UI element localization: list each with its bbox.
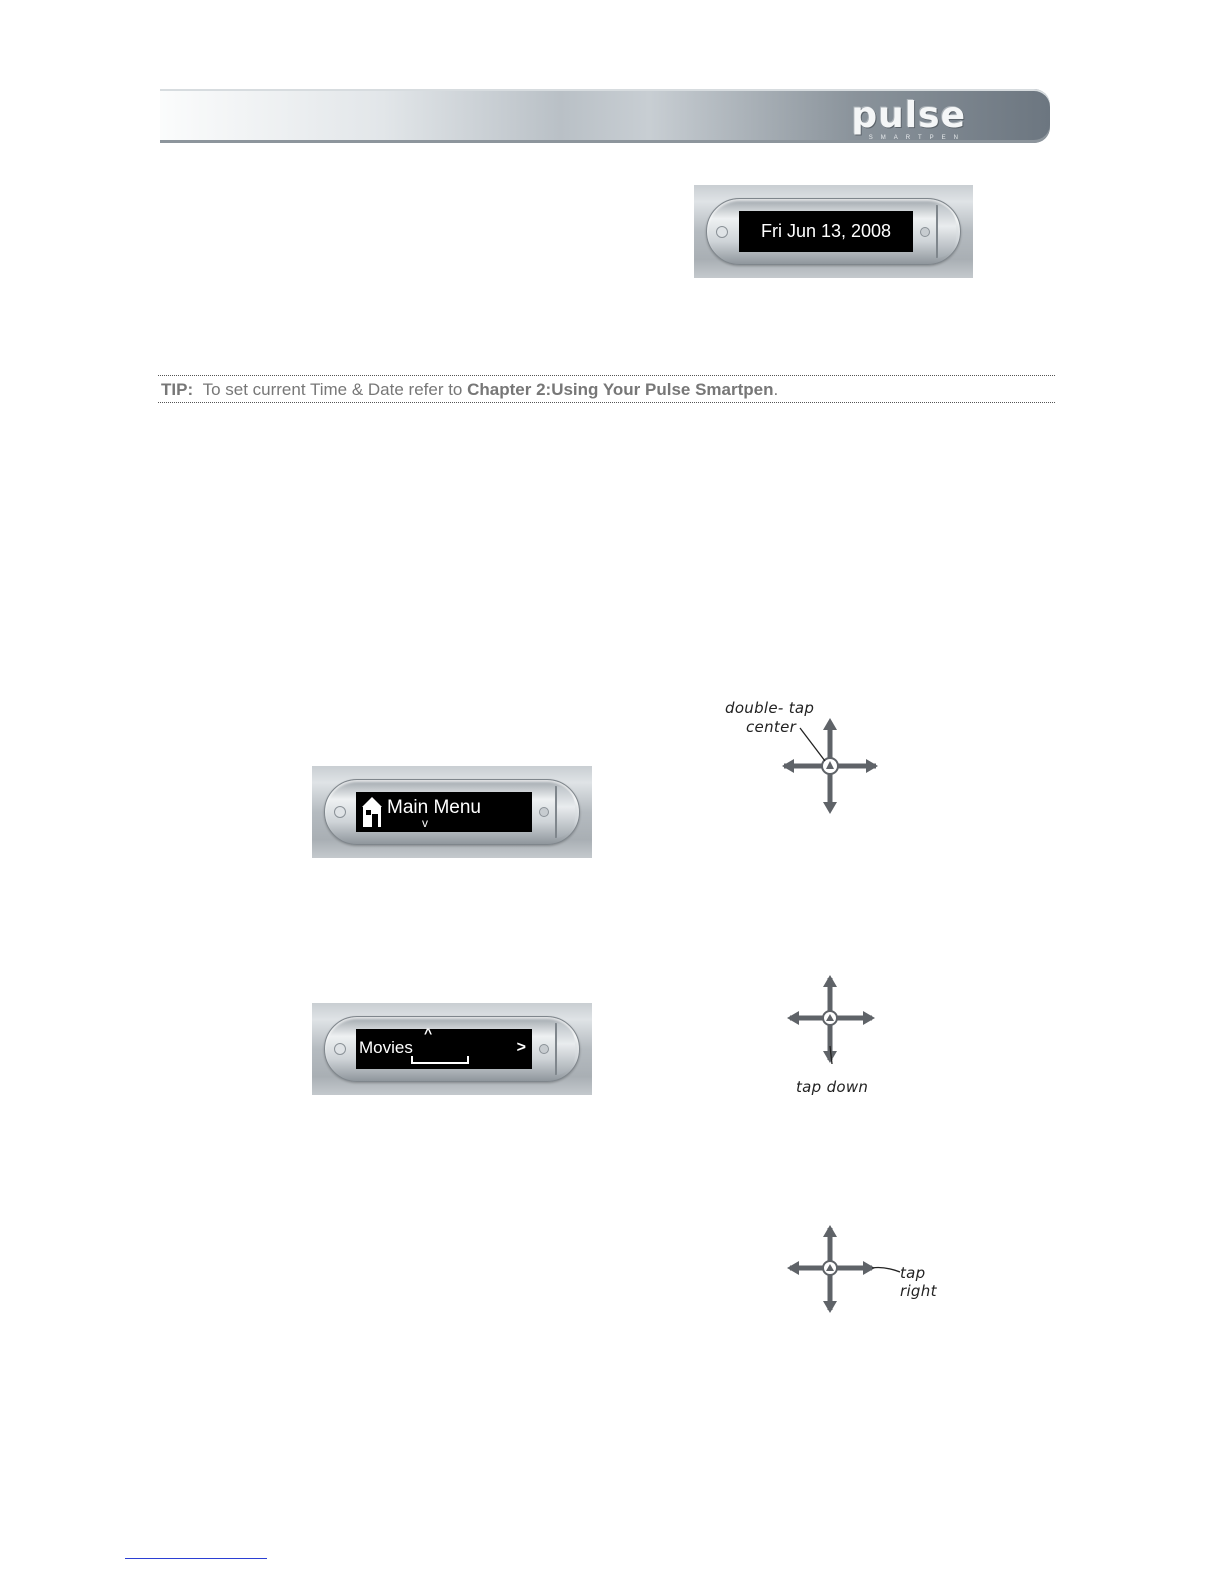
nav-diagram-tap-right bbox=[740, 1222, 937, 1362]
pen-bezel bbox=[706, 198, 961, 265]
down-caret: v bbox=[422, 816, 428, 830]
pen-led-right bbox=[920, 227, 930, 237]
tap-right-label: tap right bbox=[900, 1264, 937, 1300]
tip-period: . bbox=[773, 380, 779, 399]
brand-logo: pulse bbox=[851, 95, 966, 136]
header-banner bbox=[160, 89, 1050, 143]
pen-cap bbox=[555, 1023, 575, 1075]
pen-screen bbox=[356, 1025, 532, 1069]
pen-display-movies bbox=[312, 1003, 592, 1095]
tip-chapter-reference: Chapter 2:Using Your Pulse Smartpen bbox=[467, 380, 774, 399]
right-arrow: > bbox=[516, 1039, 526, 1056]
pen-screen bbox=[739, 211, 913, 252]
pointer-line bbox=[872, 1262, 902, 1278]
footer-link-underline[interactable] bbox=[125, 1558, 267, 1559]
pen-display-date bbox=[694, 185, 973, 278]
main-menu-text: Main Menu bbox=[387, 797, 481, 818]
tip-label: TIP: bbox=[161, 380, 194, 399]
date-text: Fri Jun 13, 2008 bbox=[760, 221, 892, 241]
brand-subtitle: SMARTPEN bbox=[868, 135, 966, 141]
pen-display-main-menu bbox=[312, 766, 592, 858]
tip-box bbox=[158, 375, 1055, 403]
pen-bezel bbox=[324, 1016, 580, 1082]
tip-text: To set current Time & Date refer to bbox=[202, 380, 463, 399]
double-tap-label: double- tap bbox=[725, 699, 815, 717]
pen-cap bbox=[936, 205, 956, 258]
nav-diagram-double-tap bbox=[720, 696, 900, 836]
cross-arrows-icon bbox=[780, 716, 880, 816]
cross-arrows-icon bbox=[786, 974, 876, 1064]
movies-text: Movies bbox=[359, 1038, 413, 1057]
pen-cap bbox=[555, 786, 575, 838]
pen-led-right bbox=[539, 1044, 549, 1054]
selection-bracket bbox=[411, 1056, 469, 1064]
pen-led-right bbox=[539, 807, 549, 817]
up-caret: ^ bbox=[424, 1025, 433, 1041]
pen-led-left bbox=[334, 1043, 346, 1055]
pen-screen bbox=[356, 792, 532, 832]
home-icon bbox=[361, 796, 383, 828]
pen-bezel bbox=[324, 779, 580, 845]
nav-diagram-tap-down bbox=[740, 968, 920, 1108]
pen-led-left bbox=[334, 806, 346, 818]
cross-arrows-icon bbox=[786, 1224, 876, 1314]
pen-led-left bbox=[716, 226, 728, 238]
tap-down-label: tap down bbox=[796, 1078, 869, 1096]
center-label: center bbox=[746, 718, 797, 736]
